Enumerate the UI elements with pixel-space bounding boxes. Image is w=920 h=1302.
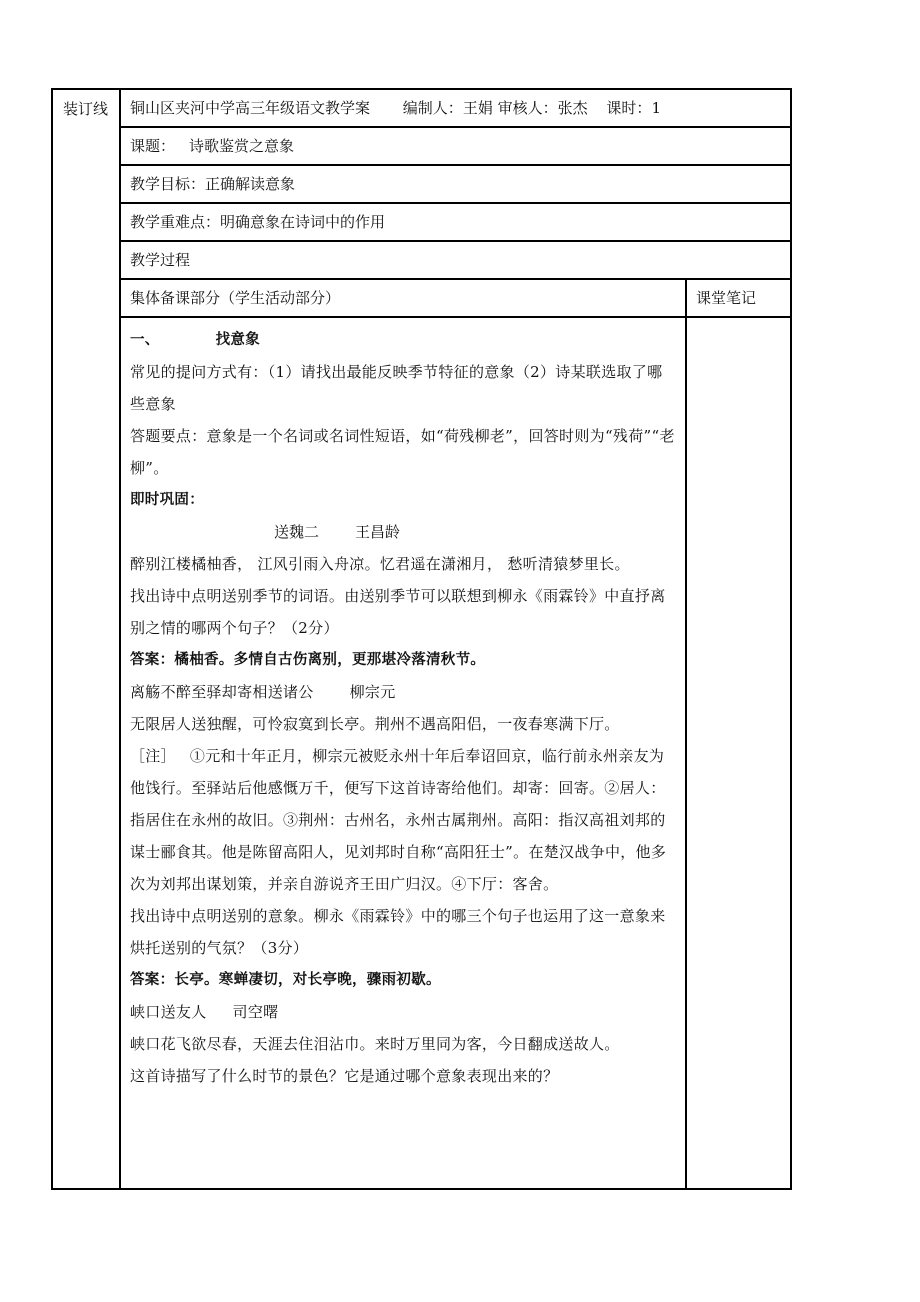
reviewer-label: 审核人： bbox=[497, 99, 558, 117]
question-3: 这首诗描写了什么时节的景色？它是通过哪个意象表现出来的？ bbox=[130, 1067, 559, 1085]
poem2-title: 离觞不醉至驿却寄相送诸公 bbox=[130, 683, 314, 701]
topic-row bbox=[120, 127, 791, 165]
collective-prep-header: 集体备课部分（学生活动部分） bbox=[120, 279, 686, 317]
class-notes-area[interactable] bbox=[686, 317, 791, 1189]
poem2-text: 无限居人送独醒，可怜寂寞到长亭。荆州不遇高阳侣，一夜春寒满下厅。 bbox=[130, 715, 620, 733]
topic-value: 诗歌鉴赏之意象 bbox=[189, 137, 295, 155]
poem3-title-line bbox=[130, 996, 677, 1028]
poem1-author: 王昌龄 bbox=[355, 523, 401, 541]
answer-2: 答案：长亭。寒蝉凄切，对长亭晚，骤雨初歇。 bbox=[130, 972, 441, 988]
period-value: 1 bbox=[651, 99, 661, 117]
key-value: 明确意象在诗词中的作用 bbox=[220, 213, 386, 231]
question-ways: 常见的提问方式有：（1）请找出最能反映季节特征的意象（2）诗某联选取了哪些意象 bbox=[130, 363, 663, 413]
practice-label: 即时巩固： bbox=[130, 492, 204, 508]
poem2-note: ［注］ ①元和十年正月，柳宗元被贬永州十年后奉诏回京，临行前永州亲友为他饯行。至驿站后他感慨万千，便写下这首诗寄给他们。却寄：回寄。②居人：指居住在永州的故旧。③荆州：古州名，永州古属荆州。高阳：指汉高祖刘邦的谋士郦食其。他是陈留高阳人，见刘邦时自称“高阳狂士”。在楚汉战争中，他多次为刘邦出谋划策，并亲自游说齐王田广归汉。④下厅：客舍。 bbox=[130, 747, 667, 893]
class-notes-header: 课堂笔记 bbox=[686, 279, 791, 317]
question-2: 找出诗中点明送别的意象。柳永《雨霖铃》中的哪三个句子也运用了这一意象来烘托送别的气氛？（3分） bbox=[130, 907, 666, 957]
answer-1: 答案：橘柚香。多情自古伤离别，更那堪冷落清秋节。 bbox=[130, 652, 486, 668]
period-label: 课时： bbox=[606, 99, 652, 117]
section-heading: 一、 找意象 bbox=[130, 332, 261, 348]
lesson-plan-table bbox=[51, 88, 792, 1190]
goal-label: 教学目标： bbox=[130, 175, 206, 193]
topic-label: 课题： bbox=[130, 137, 176, 155]
poem3-title: 峡口送友人 bbox=[130, 1003, 207, 1021]
header-row bbox=[120, 89, 791, 127]
key-points-row bbox=[120, 203, 791, 241]
poem1-title-line bbox=[130, 516, 677, 548]
reviewer-name: 张杰 bbox=[557, 99, 588, 117]
poem2-title-line bbox=[130, 676, 677, 708]
editor-name: 王娟 bbox=[462, 99, 493, 117]
activity-content bbox=[120, 317, 686, 1189]
binding-line-label: 装订线 bbox=[52, 89, 120, 1189]
poem1-text: 醉别江楼橘柚香， 江风引雨入舟凉。忆君遥在潇湘月， 愁听清猿梦里长。 bbox=[130, 555, 630, 573]
school-title: 铜山区夹河中学高三年级语文教学案 bbox=[130, 99, 371, 117]
process-row: 教学过程 bbox=[120, 241, 791, 279]
poem3-author: 司空曙 bbox=[232, 1003, 279, 1021]
question-1: 找出诗中点明送别季节的词语。由送别季节可以联想到柳永《雨霖铃》中直抒离别之情的哪两个句子？（2分） bbox=[130, 587, 666, 637]
answer-points: 答题要点：意象是一个名词或名词性短语，如“荷残柳老”，回答时则为“残荷”“老柳”。 bbox=[130, 427, 675, 477]
poem2-author: 柳宗元 bbox=[349, 683, 396, 701]
goal-row bbox=[120, 165, 791, 203]
poem3-text: 峡口花飞欲尽春，天涯去住泪沾巾。来时万里同为客，今日翻成送故人。 bbox=[130, 1035, 620, 1053]
poem1-title: 送魏二 bbox=[274, 523, 320, 541]
goal-value: 正确解读意象 bbox=[205, 175, 296, 193]
key-label: 教学重难点： bbox=[130, 213, 221, 231]
editor-label: 编制人： bbox=[402, 99, 463, 117]
